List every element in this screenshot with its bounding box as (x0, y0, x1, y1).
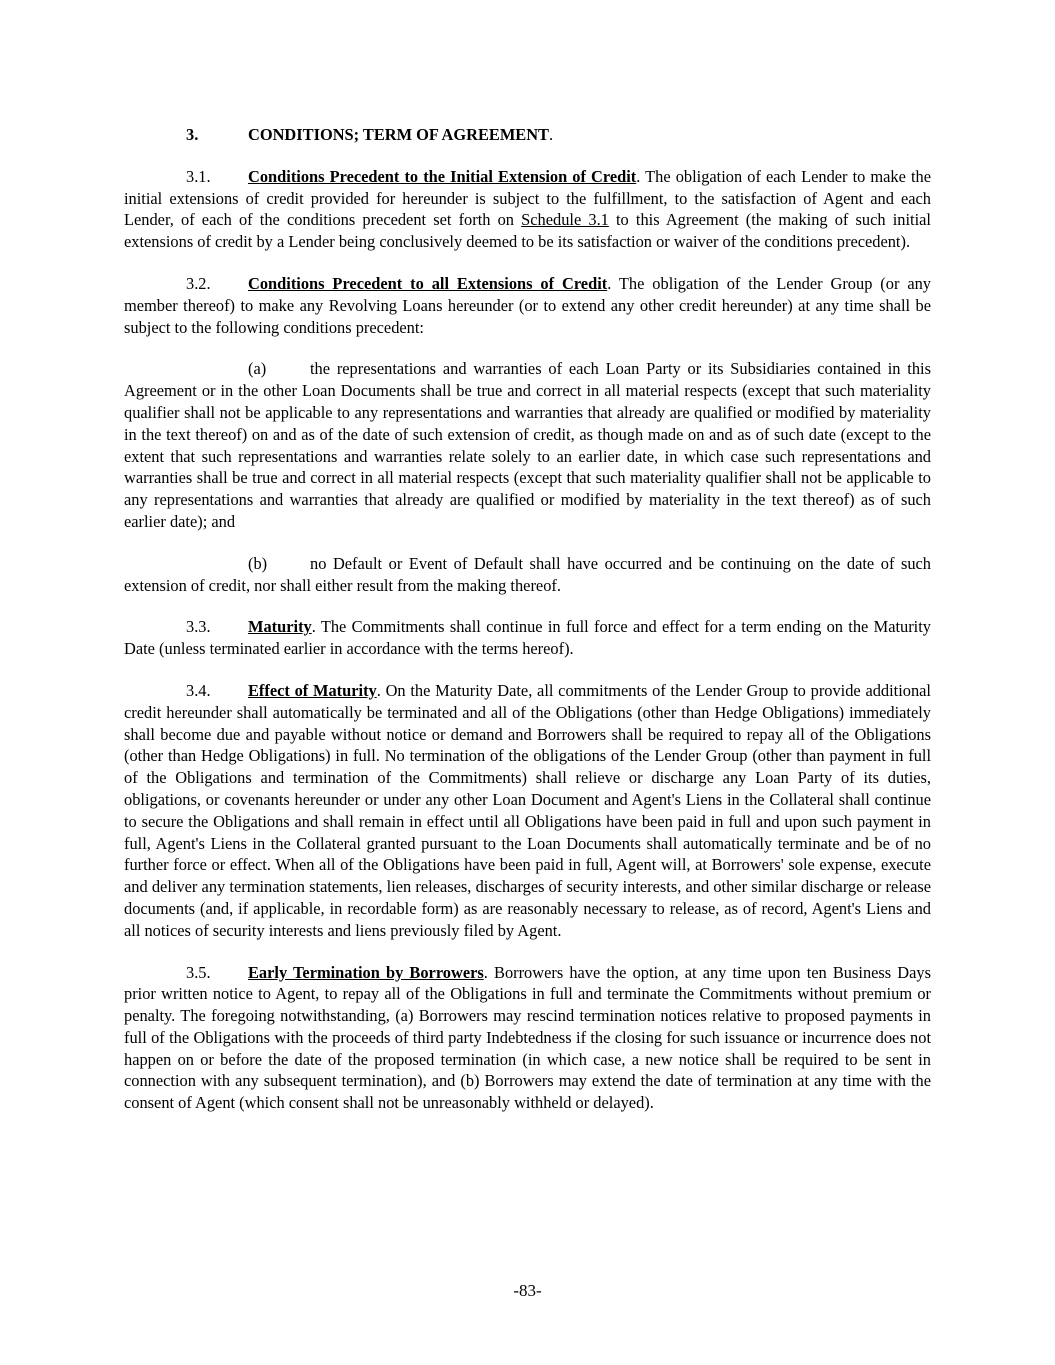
section-3-2-heading: Conditions Precedent to all Extensions of Credit (248, 273, 608, 293)
section-3-1 (124, 166, 931, 253)
section-3-4-heading: Effect of Maturity (248, 680, 377, 700)
section-3-period: . (549, 125, 554, 144)
section-3-2-text: . The obligation of the Lender Group (or any member thereof) to make any Revolving Loans hereunder (or to extend any other credit hereunder) at any time shall be subject to the following conditions precedent: (124, 273, 931, 337)
section-3-4 (124, 680, 931, 942)
section-3-5-heading: Early Termination by Borrowers (248, 962, 484, 982)
section-3-title: CONDITIONS; TERM OF AGREEMENT (248, 125, 549, 144)
section-3-2 (124, 273, 931, 338)
section-3-1-text-2: to this Agreement (the making of such initial extensions of credit by a Lender being conclusively deemed to be its satisfaction or waiver of the conditions precedent). (124, 210, 931, 252)
section-3-3-text: . The Commitments shall continue in full force and effect for a term ending on the Maturity Date (unless terminated earlier in accordance with the terms hereof). (124, 617, 931, 659)
section-3-3-number: 3.3. (186, 617, 211, 637)
section-3-3 (124, 616, 931, 660)
section-3-4-number: 3.4. (186, 680, 211, 700)
section-3-2-a (124, 358, 931, 532)
section-3-1-text-1: . The obligation of each Lender to make the initial extensions of credit provided for hereunder is subject to the fulfillment, to the satisfaction of Agent and each Lender, of each of the conditions precedent set forth on (124, 166, 931, 230)
section-3-5 (124, 962, 931, 1115)
section-3-3-heading: Maturity (248, 617, 312, 637)
section-3-5-text: . Borrowers have the option, at any time upon ten Business Days prior written notice to Agent, to repay all of the Obligations in full and terminate the Commitments without premium or penalty. The foregoing notwithstanding, (a) Borrowers may rescind termination notices relative to proposed payments in full of the Obligations with the proceeds of third party Indebtedness if the closing for such issuance or incurrence does not happen on or before the date of the proposed termination (in which case, a new notice shall be required to be sent in connection with any subsequent termination), and (b) Borrowers may extend the date of termination at any time with the consent of Agent (which consent shall not be unreasonably withheld or delayed). (124, 962, 931, 1113)
page-number: -83- (513, 1281, 542, 1300)
section-3-4-text: . On the Maturity Date, all commitments of the Lender Group to provide additional credit hereunder shall automatically be terminated and all of the Obligations (other than Hedge Obligations) immediately shall become due and payable without notice or demand and Borrowers shall be required to repay all of the Obligations (other than Hedge Obligations) in full. No termination of the obligations of the Lender Group (other than payment in full of the Obligations and termination of the Commitments) shall relieve or discharge any Loan Party of its duties, obligations, or covenants hereunder or under any other Loan Document and Agent's Liens in the Collateral shall continue to secure the Obligations and shall remain in effect until all Obligations have been paid in full and upon such payment in full, Agent's Liens in the Collateral granted pursuant to the Loan Documents shall automatically terminate and be of no further force or effect. When all of the Obligations have been paid in full, Agent will, at Borrowers' sole expense, execute and deliver any termination statements, lien releases, discharges of security interests, and other similar discharge or release documents (and, if applicable, in recordable form) as are reasonably necessary to release, as of record, Agent's Liens and all notices of security interests and liens previously filed by Agent. (124, 680, 931, 940)
document-page (124, 124, 931, 1134)
section-3-5-number: 3.5. (186, 962, 211, 982)
section-3-1-heading: Conditions Precedent to the Initial Extension of Credit (248, 166, 637, 186)
section-3-2-number: 3.2. (186, 273, 211, 293)
schedule-3-1-reference: Schedule 3.1 (521, 210, 609, 230)
clause-a-label: (a) (248, 359, 267, 379)
clause-a-text: the representations and warranties of each Loan Party or its Subsidiaries contained in this Agreement or in the other Loan Documents shall be true and correct in all material respects (except that such materiality qualifier shall not be applicable to any representations and warranties that already are qualified or modified by materiality in the text thereof) on and as of the date of such extension of credit, as though made on and as of such date (except to the extent that such representations and warranties relate solely to an earlier date, in which case such representations and warranties shall be true and correct in all material respects (except that such materiality qualifier shall not be applicable to any representations and warranties that already are qualified or modified by materiality in the text thereof) as of such earlier date); and (124, 359, 931, 531)
section-3-heading (124, 124, 931, 146)
section-3-1-number: 3.1. (186, 166, 211, 186)
clause-b-label: (b) (248, 553, 268, 573)
clause-b-text: no Default or Event of Default shall have occurred and be continuing on the date of such extension of credit, nor shall either result from the making thereof. (124, 553, 931, 595)
section-3-number: 3. (186, 125, 199, 144)
section-3-2-b (124, 553, 931, 597)
